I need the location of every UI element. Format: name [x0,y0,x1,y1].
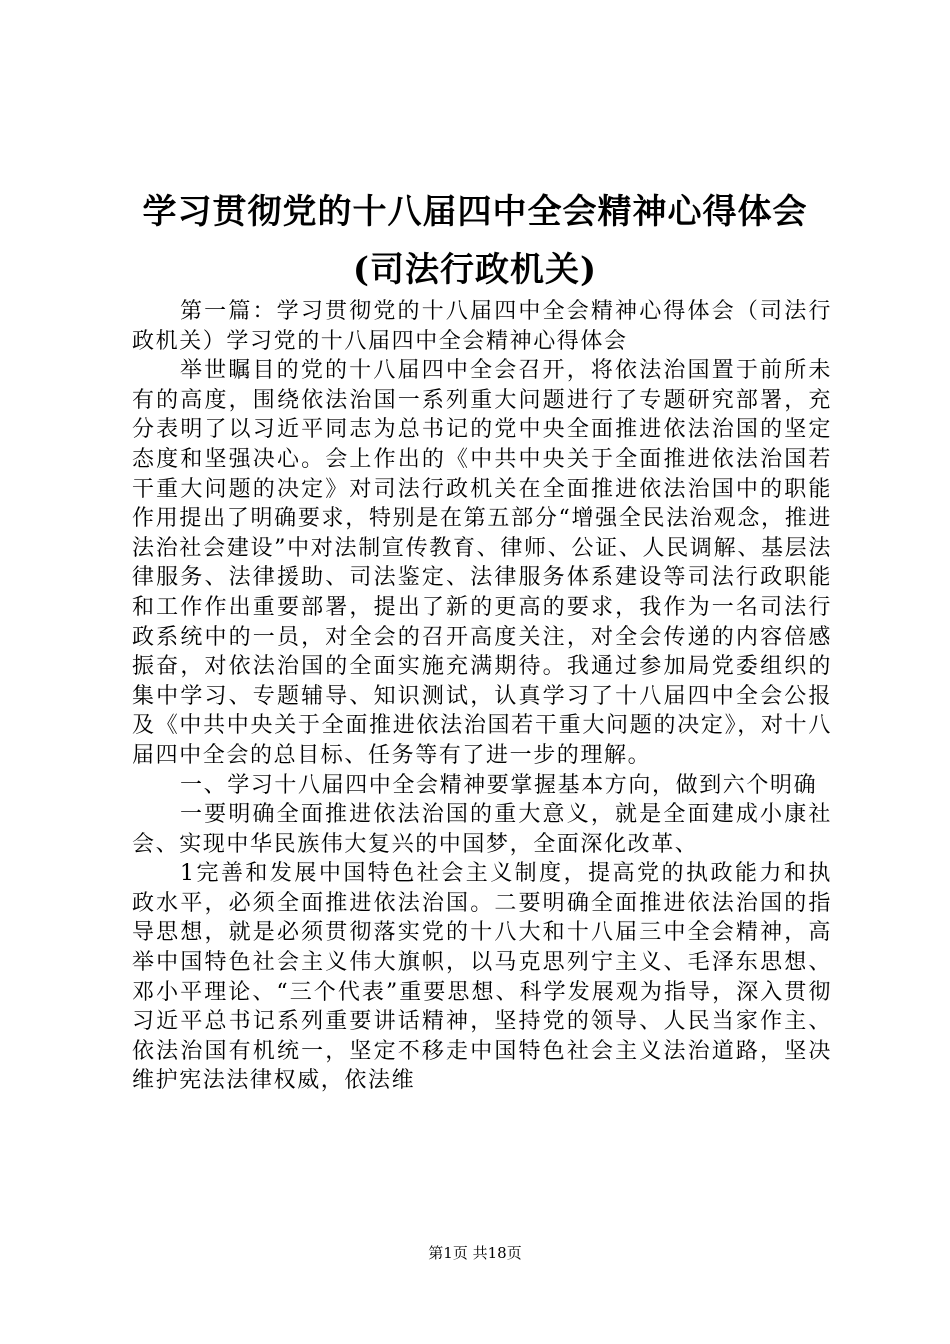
document-subtitle: (司法行政机关) [352,250,598,290]
paragraph-continued: 1完善和发展中国特色社会主义制度，提高党的执政能力和执政水平，必须全面推进依法治国。二要明确全面推进依法治国的指导思想，就是必须贯彻落实党的十八大和十八届三中全会精神，高举中国特色社会主义伟大旗帜，以马克思列宁主义、毛泽东思想、邓小平理论、“三个代表”重要思想、科学发展观为指导，深入贯彻习近平总书记系列重要讲话精神，坚持党的领导、人民当家作主、依法治国有机统一，坚定不移走中国特色社会主义法治道路，坚决维护宪法法律权威，依法维 [132,861,832,1094]
page-number-footer: 第1页 共18页 [428,1244,522,1262]
document-body [132,297,832,1096]
paragraph-point-one: 一要明确全面推进依法治国的重大意义，就是全面建成小康社会、实现中华民族伟大复兴的中国梦，全面深化改革、 [132,802,832,857]
section-heading: 一、学习十八届四中全会精神要掌握基本方向，做到六个明确 [180,772,818,798]
paragraph-main: 举世瞩目的党的十八届四中全会召开，将依法治国置于前所未有的高度，围绕依法治国一系列重大问题进行了专题研究部署，充分表明了以习近平同志为总书记的党中央全面推进依法治国的坚定态度和坚强决心。会上作出的《中共中央关于全面推进依法治国若干重大问题的决定》对司法行政机关在全面推进依法治国中的职能作用提出了明确要求，特别是在第五部分“增强全民法治观念，推进法治社会建设”中对法制宣传教育、律师、公证、人民调解、基层法律服务、法律援助、司法鉴定、法律服务体系建设等司法行政职能和工作作出重要部署，提出了新的更高的要求，我作为一名司法行政系统中的一员，对全会的召开高度关注，对全会传递的内容倍感振奋，对依法治国的全面实施充满期待。我通过参加局党委组织的集中学习、专题辅导、知识测试，认真学习了十八届四中全会公报及《中共中央关于全面推进依法治国若干重大问题的决定》，对十八届四中全会的总目标、任务等有了进一步的理解。 [132,358,832,768]
paragraph-intro: 第一篇：学习贯彻党的十八届四中全会精神心得体会（司法行政机关）学习党的十八届四中全会精神心得体会 [132,299,832,354]
document-title: 学习贯彻党的十八届四中全会精神心得体会 [142,192,808,232]
